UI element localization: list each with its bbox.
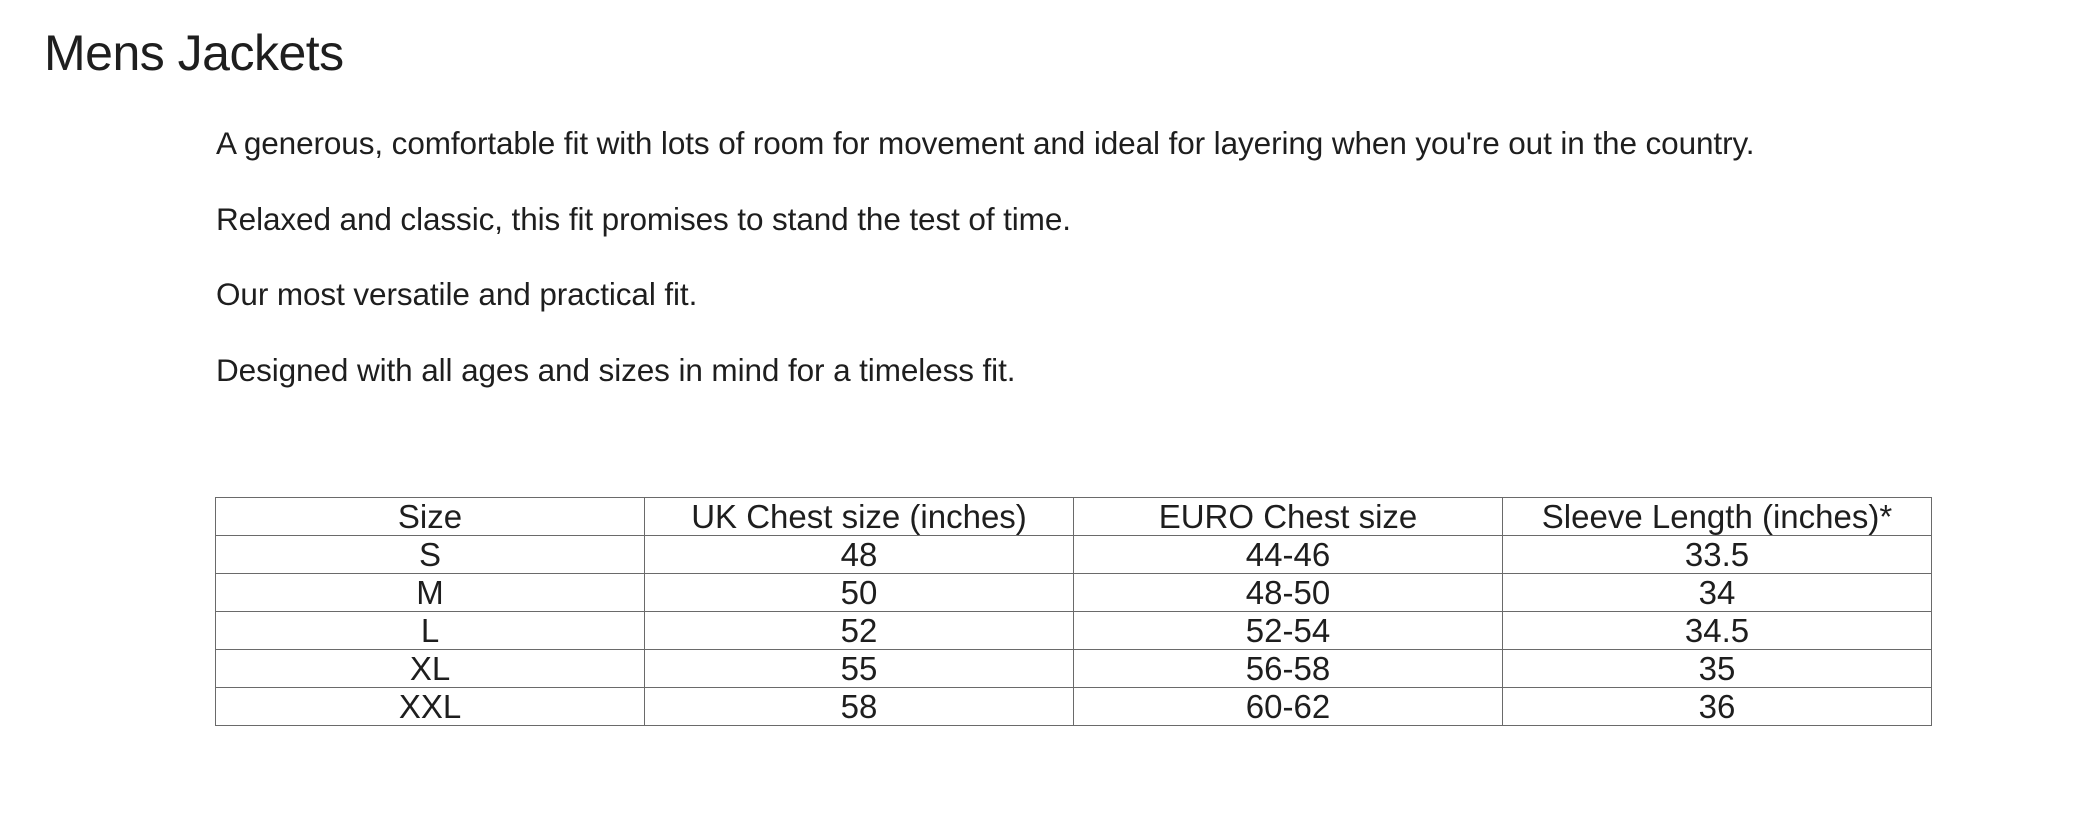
header-uk-chest: UK Chest size (inches) — [645, 498, 1074, 536]
cell-size: M — [216, 574, 645, 612]
product-description — [216, 120, 2016, 422]
cell-uk-chest: 52 — [645, 612, 1074, 650]
cell-sleeve-length: 34 — [1503, 574, 1932, 612]
cell-uk-chest: 48 — [645, 536, 1074, 574]
cell-uk-chest: 58 — [645, 688, 1074, 726]
table-row — [216, 574, 1932, 612]
cell-size: XL — [216, 650, 645, 688]
cell-sleeve-length: 33.5 — [1503, 536, 1932, 574]
description-paragraph: Relaxed and classic, this fit promises to stand the test of time. — [216, 200, 1071, 237]
table-row — [216, 650, 1932, 688]
cell-euro-chest: 60-62 — [1074, 688, 1503, 726]
page-title: Mens Jackets — [44, 25, 344, 81]
cell-euro-chest: 52-54 — [1074, 612, 1503, 650]
cell-euro-chest: 56-58 — [1074, 650, 1503, 688]
header-sleeve-length: Sleeve Length (inches)* — [1503, 498, 1932, 536]
cell-size: L — [216, 612, 645, 650]
size-chart-table — [215, 497, 1932, 726]
cell-sleeve-length: 36 — [1503, 688, 1932, 726]
description-paragraph: Designed with all ages and sizes in mind for a timeless fit. — [216, 351, 1016, 388]
cell-uk-chest: 55 — [645, 650, 1074, 688]
table-row — [216, 536, 1932, 574]
cell-euro-chest: 44-46 — [1074, 536, 1503, 574]
cell-uk-chest: 50 — [645, 574, 1074, 612]
description-paragraph: Our most versatile and practical fit. — [216, 276, 698, 312]
cell-sleeve-length: 34.5 — [1503, 612, 1932, 650]
table-row — [216, 688, 1932, 726]
cell-euro-chest: 48-50 — [1074, 574, 1503, 612]
cell-size: XXL — [216, 688, 645, 726]
header-euro-chest: EURO Chest size — [1074, 498, 1503, 536]
table-row — [216, 612, 1932, 650]
header-size: Size — [216, 498, 645, 536]
cell-sleeve-length: 35 — [1503, 650, 1932, 688]
table-header-row — [216, 498, 1932, 536]
cell-size: S — [216, 536, 645, 574]
description-paragraph: A generous, comfortable fit with lots of room for movement and ideal for layering when you're out in the country. — [216, 125, 1755, 161]
